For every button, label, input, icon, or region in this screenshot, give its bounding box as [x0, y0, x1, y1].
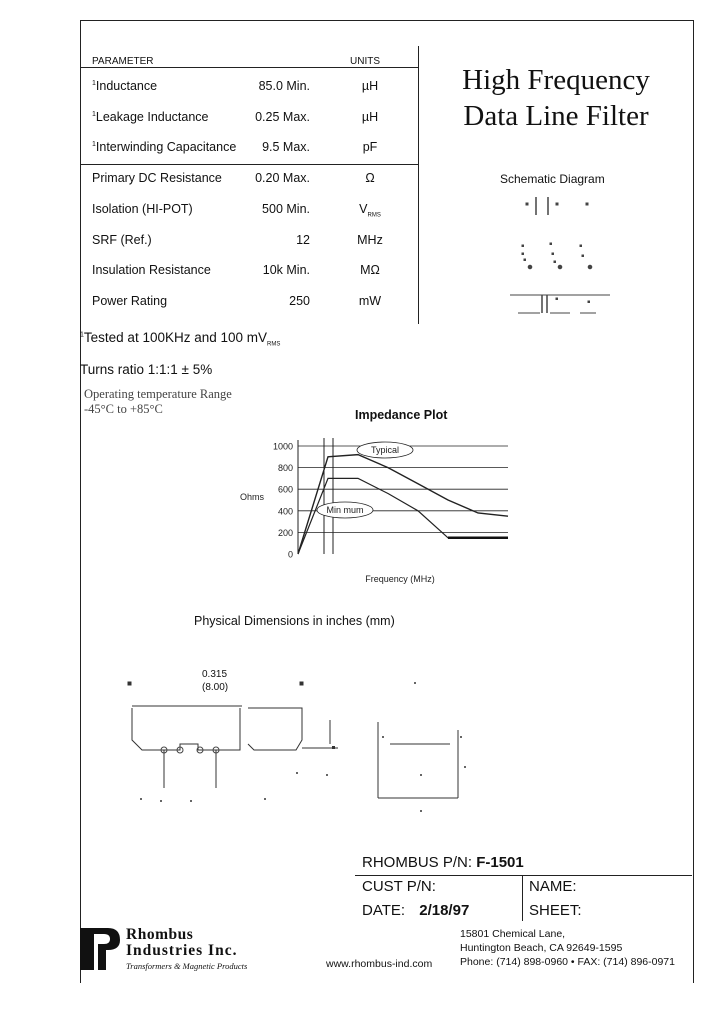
- dimension-width-in: 0.315: [202, 669, 228, 680]
- cust-pn-label: CUST P/N:: [362, 878, 436, 895]
- param-name-text: SRF (Ref.): [92, 233, 152, 247]
- param-name-text: Power Rating: [92, 294, 168, 308]
- info-vertical-divider: [522, 876, 523, 921]
- param-unit: [340, 202, 400, 219]
- address-line-2: Huntington Beach, CA 92649-1595: [460, 942, 623, 954]
- y-axis-label: Ohms: [240, 492, 265, 502]
- page-title: [440, 62, 672, 134]
- dimension-width-mm: (8.00): [202, 682, 229, 693]
- date-value: 2/18/97: [419, 902, 470, 919]
- address-line-1: 15801 Chemical Lane,: [460, 928, 566, 940]
- param-value: 250: [289, 294, 310, 308]
- table-group-divider: [80, 164, 418, 165]
- param-unit: [340, 79, 400, 93]
- param-value: 10k Min.: [262, 263, 310, 277]
- param-value: 0.25 Max.: [255, 110, 310, 124]
- param-unit: [340, 140, 400, 154]
- param-unit: [340, 110, 400, 124]
- minimum-label: Min mum: [326, 505, 364, 515]
- schematic-title: Schematic Diagram: [500, 172, 605, 186]
- param-name-text: Interwinding Capacitance: [95, 140, 237, 154]
- param-name: [92, 79, 157, 93]
- date: [362, 902, 469, 919]
- param-name: [92, 233, 152, 247]
- param-name: [92, 171, 222, 185]
- param-unit-text: Ω: [365, 171, 375, 185]
- company-tagline: Transformers & Magnetic Products: [126, 961, 248, 971]
- param-unit: [340, 171, 400, 185]
- param-unit-sub: RMS: [367, 212, 381, 219]
- param-value: 85.0 Min.: [258, 79, 310, 93]
- company-name-1: Rhombus: [126, 926, 194, 943]
- footnote-mark: 1: [92, 79, 96, 87]
- rhombus-logo: [78, 926, 122, 972]
- param-name-text: Primary DC Resistance: [92, 171, 222, 185]
- param-value: 500 Min.: [262, 202, 310, 216]
- op-temp-label: Operating temperature Range: [84, 387, 232, 401]
- param-unit: [340, 263, 400, 277]
- param-value: 12: [296, 233, 310, 247]
- turns-ratio-pm: ±: [181, 362, 189, 377]
- param-row: [92, 294, 412, 314]
- tested-footnote-mark: 1: [80, 331, 84, 339]
- op-temp-value: -45°C to +85°C: [84, 402, 163, 416]
- param-row: [92, 202, 412, 222]
- param-name: [92, 202, 193, 216]
- title-line-1: High Frequency: [462, 64, 650, 96]
- company-website[interactable]: www.rhombus-ind.com: [326, 958, 433, 970]
- param-unit-text: µH: [361, 110, 379, 124]
- y-tick-label: 200: [277, 527, 293, 538]
- y-tick-label: 600: [277, 484, 293, 495]
- param-row: [92, 171, 412, 191]
- param-name: [92, 294, 167, 308]
- param-row: [92, 110, 412, 130]
- turns-ratio: [80, 362, 212, 377]
- rhombus-pn-value: F-1501: [476, 854, 524, 871]
- name-label: NAME:: [529, 878, 577, 895]
- param-name-text: Leakage Inductance: [95, 110, 209, 124]
- company-name-2: Industries Inc.: [126, 942, 238, 959]
- impedance-title: Impedance Plot: [355, 408, 448, 422]
- tested-text: Tested at 100KHz and 100 mV: [83, 330, 268, 345]
- impedance-chart: [230, 430, 520, 590]
- date-label: DATE:: [362, 902, 406, 919]
- tested-note: [80, 330, 280, 348]
- rhombus-pn: [362, 854, 524, 871]
- typical-label: Typical: [370, 445, 400, 455]
- dimensions-title: Physical Dimensions in inches (mm): [194, 614, 395, 628]
- tested-sub: RMS: [267, 341, 281, 348]
- param-row: [92, 233, 412, 253]
- param-value: 9.5 Max.: [262, 140, 310, 154]
- units-header: UNITS: [350, 56, 380, 67]
- y-tick-label: 1000: [272, 441, 293, 452]
- param-header: PARAMETER: [92, 56, 154, 67]
- rhombus-pn-label: RHOMBUS P/N:: [362, 854, 473, 871]
- param-name-text: Inductance: [95, 79, 158, 93]
- table-header-divider: [80, 67, 418, 68]
- x-axis-label: Frequency (MHz): [365, 574, 435, 584]
- turns-ratio-prefix: Turns ratio 1:1:1: [80, 362, 182, 377]
- param-value: 0.20 Max.: [255, 171, 310, 185]
- param-name: [92, 110, 209, 124]
- param-unit-text: V: [359, 202, 368, 216]
- y-tick-label: 0: [287, 549, 293, 560]
- param-row: [92, 263, 412, 283]
- param-name: [92, 140, 236, 154]
- param-unit: [340, 294, 400, 308]
- param-name: [92, 263, 211, 277]
- param-name-text: Insulation Resistance: [92, 263, 211, 277]
- param-name-text: Isolation (HI-POT): [92, 202, 193, 216]
- footnote-mark: 1: [92, 140, 96, 148]
- turns-ratio-suffix: 5%: [188, 362, 213, 377]
- footnote-mark: 1: [92, 110, 96, 118]
- param-unit-text: mW: [358, 294, 382, 308]
- title-line-2: Data Line Filter: [463, 100, 649, 132]
- info-divider: [355, 875, 692, 876]
- param-unit: [340, 233, 400, 247]
- sheet-label: SHEET:: [529, 902, 582, 919]
- dimensions-drawing: [120, 670, 480, 830]
- param-unit-text: MHz: [357, 233, 383, 247]
- param-unit-text: MΩ: [360, 263, 380, 277]
- table-right-border: [418, 46, 419, 324]
- param-unit-text: pF: [362, 140, 378, 154]
- y-tick-label: 400: [277, 506, 293, 517]
- schematic-diagram: [500, 195, 620, 325]
- param-unit-text: µH: [361, 79, 379, 93]
- param-row: [92, 140, 412, 160]
- phone-fax: Phone: (714) 898-0960 • FAX: (714) 896-0971: [460, 956, 675, 968]
- y-tick-label: 800: [277, 463, 293, 474]
- param-row: [92, 79, 412, 99]
